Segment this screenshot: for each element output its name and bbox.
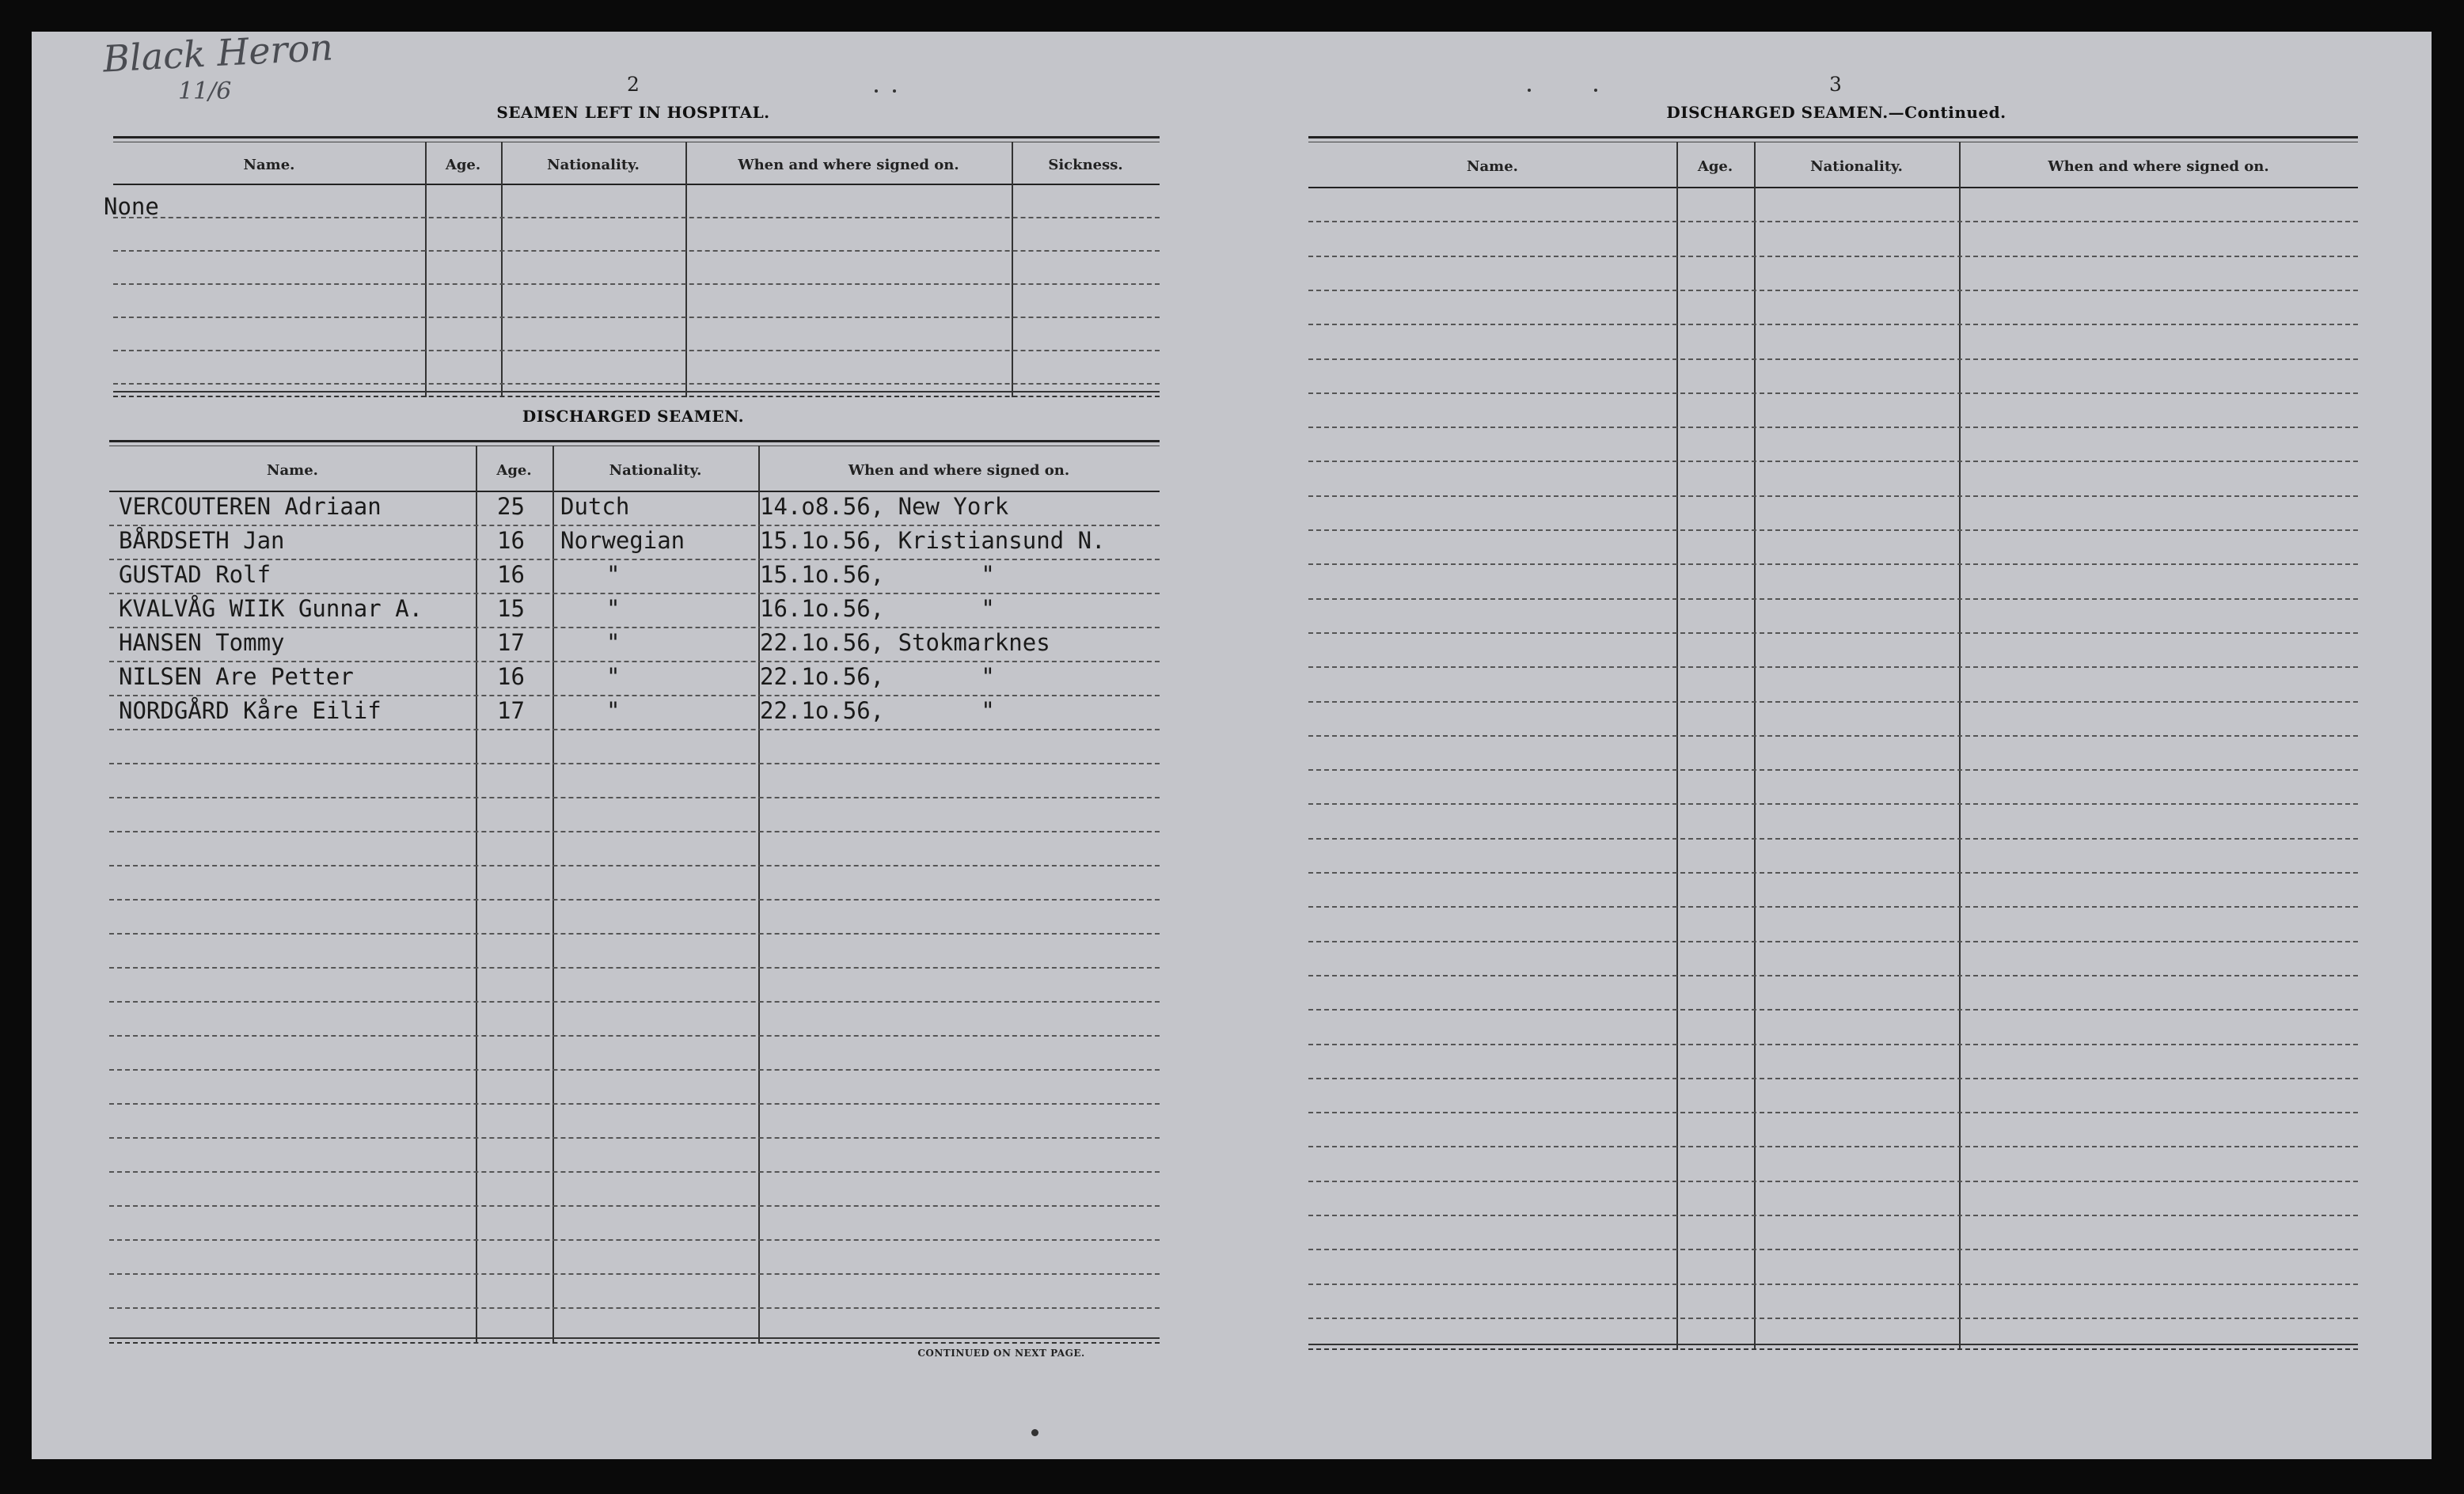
row-rule bbox=[109, 1137, 1160, 1139]
crew-name: BÅRDSETH Jan bbox=[119, 527, 285, 554]
row-rule bbox=[109, 933, 1160, 935]
row-rule bbox=[1308, 529, 2358, 531]
column-header: Nationality. bbox=[1810, 158, 1903, 175]
row-rule bbox=[113, 317, 1160, 318]
column-divider bbox=[476, 446, 477, 1344]
column-header: Nationality. bbox=[609, 462, 702, 479]
row-rule bbox=[1308, 701, 2358, 703]
row-rule bbox=[113, 383, 1160, 385]
row-rule bbox=[1308, 1284, 2358, 1285]
row-rule bbox=[1308, 256, 2358, 257]
header-rule-bottom bbox=[109, 491, 1160, 492]
row-rule bbox=[109, 593, 1160, 594]
crew-age: 16 bbox=[497, 663, 525, 690]
table-bottom-rule bbox=[1308, 1344, 2358, 1345]
crew-nationality: " bbox=[606, 697, 621, 724]
crew-name: KVALVÅG WIIK Gunnar A. bbox=[119, 595, 423, 622]
header-rule-bottom bbox=[113, 184, 1160, 185]
row-rule bbox=[1308, 461, 2358, 462]
column-header: Sickness. bbox=[1048, 157, 1123, 173]
crew-signed-on: 22.1o.56, Stokmarknes bbox=[760, 629, 1050, 656]
crew-name: NORDGÅRD Kåre Eilif bbox=[119, 697, 382, 724]
crew-age: 17 bbox=[497, 697, 525, 724]
table-bottom-rule-dashed bbox=[113, 396, 1160, 397]
row-rule bbox=[109, 831, 1160, 832]
header-rule-top bbox=[113, 136, 1160, 138]
row-rule bbox=[109, 763, 1160, 764]
crew-nationality: " bbox=[606, 561, 621, 588]
header-rule-bottom bbox=[1308, 187, 2358, 188]
column-divider bbox=[1754, 142, 1756, 1350]
punch-dot bbox=[1031, 1429, 1038, 1436]
crew-age: 15 bbox=[497, 595, 525, 622]
row-rule bbox=[1308, 735, 2358, 737]
row-rule bbox=[1308, 1078, 2358, 1079]
row-rule bbox=[109, 1239, 1160, 1241]
row-rule bbox=[1308, 1009, 2358, 1011]
column-header: Name. bbox=[267, 462, 318, 479]
page-number-right: 3 bbox=[1829, 73, 1842, 96]
crew-name: NILSEN Are Petter bbox=[119, 663, 354, 690]
row-rule bbox=[1308, 427, 2358, 428]
row-rule bbox=[1308, 324, 2358, 325]
row-rule bbox=[113, 350, 1160, 351]
table-bottom-rule-dashed bbox=[1308, 1348, 2358, 1350]
column-header: Age. bbox=[496, 462, 532, 479]
column-divider bbox=[1012, 142, 1013, 397]
row-rule bbox=[113, 217, 1160, 218]
crew-nationality: Norwegian bbox=[560, 527, 685, 554]
row-rule bbox=[113, 250, 1160, 252]
crew-signed-on: 15.1o.56, Kristiansund N. bbox=[760, 527, 1106, 554]
row-rule bbox=[1308, 1181, 2358, 1182]
row-rule bbox=[1308, 221, 2358, 222]
row-rule bbox=[109, 627, 1160, 628]
crew-age: 16 bbox=[497, 527, 525, 554]
row-rule bbox=[1308, 769, 2358, 771]
column-header: Name. bbox=[1467, 158, 1518, 175]
column-header: Age. bbox=[1697, 158, 1733, 175]
row-rule bbox=[109, 1205, 1160, 1207]
row-rule bbox=[1308, 495, 2358, 497]
row-rule bbox=[1308, 392, 2358, 394]
row-rule bbox=[109, 1001, 1160, 1003]
crew-nationality: Dutch bbox=[560, 493, 630, 520]
hospital-entry-none: None bbox=[104, 193, 159, 220]
column-header: When and where signed on. bbox=[2048, 158, 2269, 175]
row-rule bbox=[1308, 838, 2358, 840]
row-rule bbox=[109, 1103, 1160, 1105]
hospital-section-title: SEAMEN LEFT IN HOSPITAL. bbox=[496, 103, 770, 122]
row-rule bbox=[109, 1307, 1160, 1309]
row-rule bbox=[1308, 358, 2358, 360]
row-rule bbox=[1308, 1146, 2358, 1147]
discharged-section-title: DISCHARGED SEAMEN. bbox=[522, 407, 745, 426]
handwritten-date: 11/6 bbox=[178, 78, 232, 105]
discharged-continued-title: DISCHARGED SEAMEN.—Continued. bbox=[1666, 103, 2007, 122]
column-divider bbox=[425, 142, 427, 397]
crew-nationality: " bbox=[606, 663, 621, 690]
crew-age: 17 bbox=[497, 629, 525, 656]
crew-name: GUSTAD Rolf bbox=[119, 561, 271, 588]
table-bottom-rule bbox=[109, 1337, 1160, 1339]
handwritten-ship-name: Black Heron bbox=[101, 25, 335, 81]
table-bottom-rule bbox=[113, 391, 1160, 392]
row-rule bbox=[1308, 563, 2358, 565]
column-header: When and where signed on. bbox=[738, 157, 959, 173]
column-header: When and where signed on. bbox=[848, 462, 1070, 479]
row-rule bbox=[109, 695, 1160, 696]
crew-signed-on: 14.o8.56, New York bbox=[760, 493, 1009, 520]
column-header: Name. bbox=[243, 157, 295, 173]
crew-age: 25 bbox=[497, 493, 525, 520]
hospital-table bbox=[104, 136, 1160, 397]
header-rule-top bbox=[1308, 136, 2358, 138]
crew-nationality: " bbox=[606, 629, 621, 656]
discharged-continued-table bbox=[1308, 136, 2358, 1350]
row-rule bbox=[1308, 290, 2358, 291]
row-rule bbox=[1308, 1215, 2358, 1216]
column-header: Nationality. bbox=[547, 157, 640, 173]
crew-signed-on: 15.1o.56, " bbox=[760, 561, 995, 588]
row-rule bbox=[109, 661, 1160, 662]
table-bottom-rule-dashed bbox=[109, 1342, 1160, 1344]
crew-name: HANSEN Tommy bbox=[119, 629, 285, 656]
continued-note: CONTINUED ON NEXT PAGE. bbox=[917, 1348, 1085, 1359]
crew-signed-on: 22.1o.56, " bbox=[760, 697, 995, 724]
discharged-table bbox=[109, 440, 1160, 1344]
crew-nationality: " bbox=[606, 595, 621, 622]
row-rule bbox=[1308, 906, 2358, 908]
column-divider bbox=[1959, 142, 1961, 1350]
row-rule bbox=[1308, 803, 2358, 805]
speck-1 bbox=[875, 89, 878, 93]
row-rule bbox=[1308, 1318, 2358, 1319]
row-rule bbox=[1308, 975, 2358, 976]
column-divider bbox=[552, 446, 554, 1344]
row-rule bbox=[109, 899, 1160, 901]
row-rule bbox=[1308, 1112, 2358, 1113]
row-rule bbox=[113, 283, 1160, 285]
header-rule-top bbox=[109, 440, 1160, 442]
row-rule bbox=[109, 865, 1160, 866]
row-rule bbox=[109, 797, 1160, 798]
row-rule bbox=[1308, 632, 2358, 634]
crew-signed-on: 16.1o.56, " bbox=[760, 595, 995, 622]
row-rule bbox=[109, 525, 1160, 526]
row-rule bbox=[1308, 1249, 2358, 1250]
row-rule bbox=[109, 1069, 1160, 1071]
row-rule bbox=[109, 967, 1160, 969]
row-rule bbox=[1308, 666, 2358, 668]
row-rule bbox=[109, 559, 1160, 560]
crew-name: VERCOUTEREN Adriaan bbox=[119, 493, 382, 520]
row-rule bbox=[1308, 941, 2358, 942]
row-rule bbox=[109, 729, 1160, 730]
page-number-left: 2 bbox=[627, 73, 640, 96]
row-rule bbox=[1308, 598, 2358, 600]
column-header: Age. bbox=[445, 157, 481, 173]
row-rule bbox=[1308, 1044, 2358, 1045]
row-rule bbox=[1308, 872, 2358, 874]
column-divider bbox=[685, 142, 687, 397]
speck-2 bbox=[893, 89, 896, 93]
column-divider bbox=[501, 142, 503, 397]
row-rule bbox=[109, 1273, 1160, 1275]
crew-age: 16 bbox=[497, 561, 525, 588]
row-rule bbox=[109, 1035, 1160, 1037]
column-divider bbox=[1676, 142, 1678, 1350]
speck-4 bbox=[1594, 89, 1597, 92]
speck-3 bbox=[1528, 89, 1531, 92]
crew-signed-on: 22.1o.56, " bbox=[760, 663, 995, 690]
row-rule bbox=[109, 1171, 1160, 1173]
